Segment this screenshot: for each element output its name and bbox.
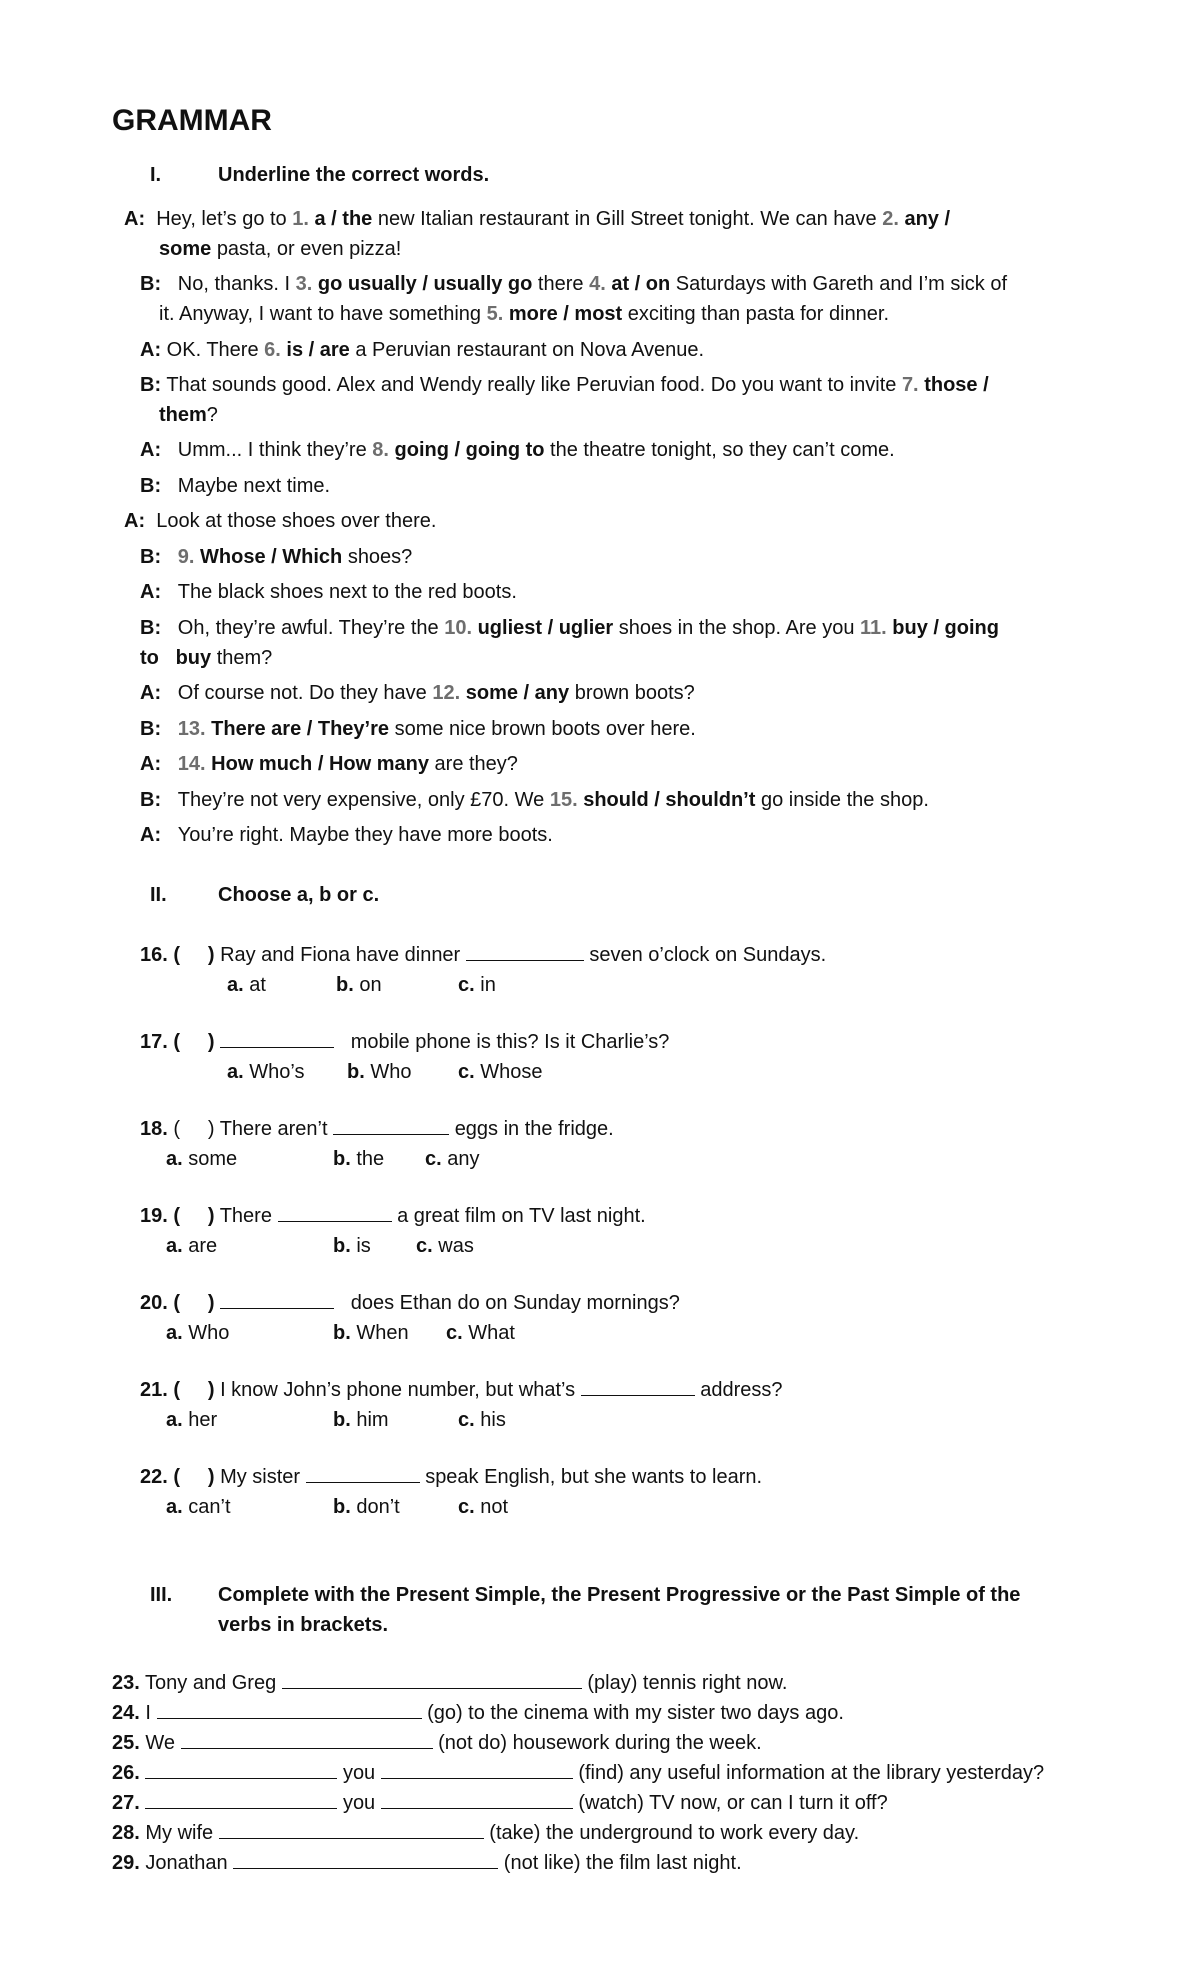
answer-blank[interactable]: [219, 1820, 484, 1839]
question-text: does Ethan do on Sunday mornings?: [350, 1292, 680, 1314]
option-b: [333, 1319, 409, 1347]
item-number: 9.: [177, 546, 195, 568]
speaker-label: A:: [124, 208, 146, 230]
question-number: 17. (: [140, 1031, 181, 1053]
option-text: some: [188, 1148, 238, 1170]
question-21: [140, 1376, 783, 1404]
item-number: 23.: [112, 1672, 140, 1694]
question-number: 19. (: [140, 1205, 181, 1227]
question-18: [140, 1115, 614, 1143]
question-text: eggs in the fridge.: [454, 1118, 614, 1140]
speaker-label: B:: [140, 546, 162, 568]
answer-blank[interactable]: [157, 1700, 422, 1719]
question-text: There: [219, 1205, 272, 1227]
dialogue-line: [140, 614, 999, 642]
speaker-label: A:: [140, 339, 162, 361]
option-letter: a.: [227, 974, 244, 996]
answer-choices: at / on: [611, 273, 671, 295]
answer-choices: buy / going: [892, 617, 999, 639]
option-c: [416, 1232, 474, 1260]
option-text: can’t: [188, 1496, 231, 1518]
answer-blank[interactable]: [278, 1203, 392, 1222]
section-2-number: II.: [150, 884, 167, 906]
dialogue-text: The black shoes next to the red boots.: [177, 581, 517, 603]
answer-blank[interactable]: [306, 1464, 420, 1483]
item-number: 6.: [264, 339, 281, 361]
speaker-label: B:: [140, 718, 162, 740]
question-22: [140, 1463, 762, 1491]
item-number: 26.: [112, 1762, 140, 1784]
option-text: are: [188, 1235, 218, 1257]
dialogue-line: [140, 543, 412, 571]
dialogue-text: go inside the shop.: [760, 789, 929, 811]
option-text: on: [359, 974, 382, 996]
question-text: Ray and Fiona have dinner: [220, 944, 461, 966]
answer-blank[interactable]: [282, 1670, 582, 1689]
answer-choices: ugliest / uglier: [477, 617, 614, 639]
dialogue-text: shoes?: [347, 546, 413, 568]
question-text: mobile phone is this? Is it Charlie’s?: [350, 1031, 670, 1053]
option-text: in: [480, 974, 496, 996]
answer-choices: going / going to: [394, 439, 545, 461]
dialogue-text: That sounds good. Alex and Wendy really like Peruvian food. Do you want to invite: [166, 374, 897, 396]
answer-choices: Whose / Which: [200, 546, 343, 568]
answer-blank[interactable]: [220, 1029, 334, 1048]
speaker-label: B:: [140, 475, 162, 497]
option-text: Who: [370, 1061, 412, 1083]
dialogue-line: [159, 300, 889, 328]
speaker-label: A:: [140, 753, 162, 775]
section-2-heading: Choose a, b or c.: [218, 884, 380, 906]
dialogue-text: are they?: [434, 753, 518, 775]
item-number: 5.: [486, 303, 504, 325]
dialogue-text: They’re not very expensive, only £70. We: [177, 789, 545, 811]
option-letter: a.: [166, 1148, 183, 1170]
dialogue-line: [140, 270, 1007, 298]
item-number: 12.: [432, 682, 461, 704]
answer-choices: more / most: [508, 303, 623, 325]
option-b: [333, 1145, 384, 1173]
option-b: [333, 1493, 400, 1521]
answer-choices: How much / How many: [211, 753, 429, 775]
item-text: (not like) the film last night.: [503, 1852, 742, 1874]
option-text: What: [468, 1322, 515, 1344]
bracket-close: ): [207, 1292, 215, 1314]
item-text: (play) tennis right now.: [587, 1672, 788, 1694]
bracket-close: ): [207, 1205, 215, 1227]
option-letter: c.: [446, 1322, 463, 1344]
answer-blank[interactable]: [145, 1790, 337, 1809]
question-text: speak English, but she wants to learn.: [425, 1466, 763, 1488]
exercise-28: [112, 1819, 859, 1847]
option-text: his: [480, 1409, 506, 1431]
answer-choices: go usually / usually go: [317, 273, 533, 295]
item-number: 13.: [177, 718, 206, 740]
option-a: [166, 1232, 217, 1260]
option-letter: b.: [333, 1496, 351, 1518]
item-number: 8.: [372, 439, 389, 461]
dialogue-text: it. Anyway, I want to have something: [159, 303, 482, 325]
answer-choices: some: [159, 238, 212, 260]
option-letter: a.: [227, 1061, 244, 1083]
option-c: [458, 971, 496, 999]
item-number: 10.: [444, 617, 473, 639]
item-number: 14.: [177, 753, 206, 775]
item-number: 24.: [112, 1702, 140, 1724]
option-a: [166, 1406, 217, 1434]
item-number: 2.: [882, 208, 899, 230]
item-text: (not do) housework during the week.: [438, 1732, 762, 1754]
answer-choices: is / are: [286, 339, 350, 361]
dialogue-text: OK. There: [166, 339, 259, 361]
item-number: 25.: [112, 1732, 140, 1754]
dialogue-line: [140, 786, 929, 814]
dialogue-line: [140, 578, 517, 606]
dialogue-text: ?: [206, 404, 218, 426]
answer-choices: some / any: [465, 682, 570, 704]
dialogue-text: Of course not. Do they have: [177, 682, 427, 704]
option-a: [166, 1145, 237, 1173]
item-text: (take) the underground to work every day.: [489, 1822, 860, 1844]
bracket-close: ): [207, 944, 215, 966]
answer-choices: those /: [924, 374, 989, 396]
item-text: Jonathan: [145, 1852, 228, 1874]
bracket-close: ): [207, 1031, 215, 1053]
option-letter: c.: [458, 974, 475, 996]
page-title: GRAMMAR: [112, 104, 272, 137]
answer-choices: buy: [175, 647, 212, 669]
question-number: 20. (: [140, 1292, 181, 1314]
option-a: [166, 1493, 231, 1521]
speaker-label: B:: [140, 617, 162, 639]
dialogue-line: [140, 821, 553, 849]
item-text: My wife: [145, 1822, 214, 1844]
dialogue-text: Oh, they’re awful. They’re the: [177, 617, 439, 639]
dialogue-line: [140, 750, 518, 778]
option-text: is: [356, 1235, 371, 1257]
dialogue-text: You’re right. Maybe they have more boots.: [177, 824, 553, 846]
dialogue-text: Maybe next time.: [177, 475, 331, 497]
answer-blank[interactable]: [381, 1760, 573, 1779]
question-text: I know John’s phone number, but what’s: [220, 1379, 576, 1401]
option-c: [458, 1406, 506, 1434]
bracket-close: ): [207, 1118, 215, 1140]
question-16: [140, 941, 826, 969]
item-number: 7.: [901, 374, 919, 396]
option-text: the: [356, 1148, 385, 1170]
speaker-label: A:: [140, 439, 162, 461]
speaker-label: A:: [124, 510, 146, 532]
speaker-label: A:: [140, 682, 162, 704]
dialogue-line: [140, 715, 696, 743]
item-number: 27.: [112, 1792, 140, 1814]
option-text: When: [356, 1322, 409, 1344]
option-letter: a.: [166, 1235, 183, 1257]
item-text: you: [342, 1762, 376, 1784]
option-text: her: [188, 1409, 218, 1431]
exercise-24: [112, 1699, 844, 1727]
dialogue-text: them?: [216, 647, 273, 669]
dialogue-text: exciting than pasta for dinner.: [627, 303, 890, 325]
dialogue-line: [124, 507, 436, 535]
dialogue-text: a Peruvian restaurant on Nova Avenue.: [355, 339, 705, 361]
speaker-label: B:: [140, 789, 162, 811]
question-text: My sister: [220, 1466, 301, 1488]
question-number: 22. (: [140, 1466, 181, 1488]
option-text: don’t: [356, 1496, 400, 1518]
option-letter: b.: [347, 1061, 365, 1083]
dialogue-text: No, thanks. I: [177, 273, 291, 295]
option-b: [347, 1058, 411, 1086]
question-20: [140, 1289, 680, 1317]
answer-choices: them: [159, 404, 207, 426]
speaker-label: B:: [140, 273, 162, 295]
answer-choices: a / the: [314, 208, 373, 230]
answer-choices: any /: [904, 208, 951, 230]
question-number: 21. (: [140, 1379, 181, 1401]
section-3-heading: Complete with the Present Simple, the Present Progressive or the Past Simple of the: [218, 1584, 1021, 1606]
question-text: There aren’t: [219, 1118, 328, 1140]
option-letter: c.: [416, 1235, 433, 1257]
option-letter: a.: [166, 1409, 183, 1431]
option-text: was: [438, 1235, 474, 1257]
answer-blank[interactable]: [233, 1850, 498, 1869]
option-text: Who’s: [249, 1061, 305, 1083]
exercise-29: [112, 1849, 742, 1877]
dialogue-line: [140, 436, 895, 464]
bracket-close: ): [207, 1466, 215, 1488]
item-number: 28.: [112, 1822, 140, 1844]
answer-choices: should / shouldn’t: [583, 789, 756, 811]
dialogue-text: the theatre tonight, so they can’t come.: [550, 439, 895, 461]
option-b: [336, 971, 382, 999]
dialogue-line: [140, 336, 704, 364]
option-c: [446, 1319, 515, 1347]
item-text: We: [145, 1732, 176, 1754]
answer-blank[interactable]: [381, 1790, 573, 1809]
answer-blank[interactable]: [333, 1116, 449, 1135]
answer-blank[interactable]: [220, 1290, 334, 1309]
dialogue-text: Hey, let’s go to: [156, 208, 287, 230]
question-number: 16. (: [140, 944, 181, 966]
answer-choices: There are / They’re: [211, 718, 390, 740]
item-text: (watch) TV now, or can I turn it off?: [578, 1792, 888, 1814]
question-number: 18.: [140, 1118, 168, 1140]
option-a: [227, 971, 266, 999]
item-number: 4.: [589, 273, 606, 295]
speaker-label: B:: [140, 374, 162, 396]
dialogue-text: shoes in the shop. Are you: [618, 617, 855, 639]
option-c: [458, 1493, 508, 1521]
item-number: 1.: [292, 208, 309, 230]
dialogue-line: [159, 401, 218, 429]
answer-blank[interactable]: [181, 1730, 433, 1749]
option-text: at: [249, 974, 266, 996]
exercise-27: [112, 1789, 888, 1817]
dialogue-line: [140, 472, 330, 500]
bracket-close: ): [207, 1379, 215, 1401]
question-text: a great film on TV last night.: [397, 1205, 646, 1227]
dialogue-line: [140, 644, 272, 672]
option-text: any: [447, 1148, 480, 1170]
answer-blank[interactable]: [466, 942, 584, 961]
exercise-25: [112, 1729, 762, 1757]
dialogue-text: Saturdays with Gareth and I’m sick of: [675, 273, 1008, 295]
answer-choices: to: [140, 647, 159, 669]
dialogue-line: [159, 235, 401, 263]
option-a: [166, 1319, 229, 1347]
option-c: [425, 1145, 480, 1173]
question-17: [140, 1028, 669, 1056]
dialogue-line: [124, 205, 950, 233]
exercise-26: [112, 1759, 1044, 1787]
exercise-23: [112, 1669, 787, 1697]
option-letter: c.: [458, 1496, 475, 1518]
item-text: (go) to the cinema with my sister two days ago.: [427, 1702, 844, 1724]
bracket-open: (: [173, 1118, 181, 1140]
question-text: address?: [700, 1379, 783, 1401]
section-3-number: III.: [150, 1584, 173, 1606]
question-text: seven o’clock on Sundays.: [589, 944, 827, 966]
option-letter: a.: [166, 1496, 183, 1518]
item-text: you: [342, 1792, 376, 1814]
option-text: Whose: [480, 1061, 543, 1083]
section-1-heading: Underline the correct words.: [218, 164, 490, 186]
question-19: [140, 1202, 646, 1230]
option-text: Who: [188, 1322, 230, 1344]
dialogue-text: new Italian restaurant in Gill Street tonight. We can have: [377, 208, 877, 230]
item-text: (find) any useful information at the library yesterday?: [578, 1762, 1045, 1784]
dialogue-text: pasta, or even pizza!: [216, 238, 402, 260]
answer-blank[interactable]: [581, 1377, 695, 1396]
dialogue-line: [140, 371, 989, 399]
item-text: Tony and Greg: [145, 1672, 277, 1694]
option-b: [333, 1406, 389, 1434]
option-b: [333, 1232, 371, 1260]
option-text: not: [480, 1496, 509, 1518]
option-letter: c.: [425, 1148, 442, 1170]
option-letter: b.: [333, 1235, 351, 1257]
dialogue-text: brown boots?: [574, 682, 695, 704]
section-3-heading-cont: verbs in brackets.: [218, 1614, 389, 1636]
option-letter: c.: [458, 1061, 475, 1083]
item-text: I: [145, 1702, 151, 1724]
item-number: 3.: [295, 273, 313, 295]
option-letter: b.: [336, 974, 354, 996]
option-c: [458, 1058, 543, 1086]
option-letter: a.: [166, 1322, 183, 1344]
option-a: [227, 1058, 304, 1086]
option-letter: b.: [333, 1409, 351, 1431]
dialogue-text: some nice brown boots over here.: [394, 718, 696, 740]
dialogue-line: [140, 679, 695, 707]
option-letter: c.: [458, 1409, 475, 1431]
dialogue-text: Umm... I think they’re: [177, 439, 367, 461]
section-1-number: I.: [150, 164, 162, 186]
option-letter: b.: [333, 1322, 351, 1344]
speaker-label: A:: [140, 581, 162, 603]
speaker-label: A:: [140, 824, 162, 846]
item-number: 29.: [112, 1852, 140, 1874]
option-letter: b.: [333, 1148, 351, 1170]
item-number: 15.: [549, 789, 578, 811]
dialogue-text: Look at those shoes over there.: [156, 510, 437, 532]
answer-blank[interactable]: [145, 1760, 337, 1779]
dialogue-text: there: [537, 273, 584, 295]
option-text: him: [356, 1409, 389, 1431]
item-number: 11.: [860, 617, 887, 639]
